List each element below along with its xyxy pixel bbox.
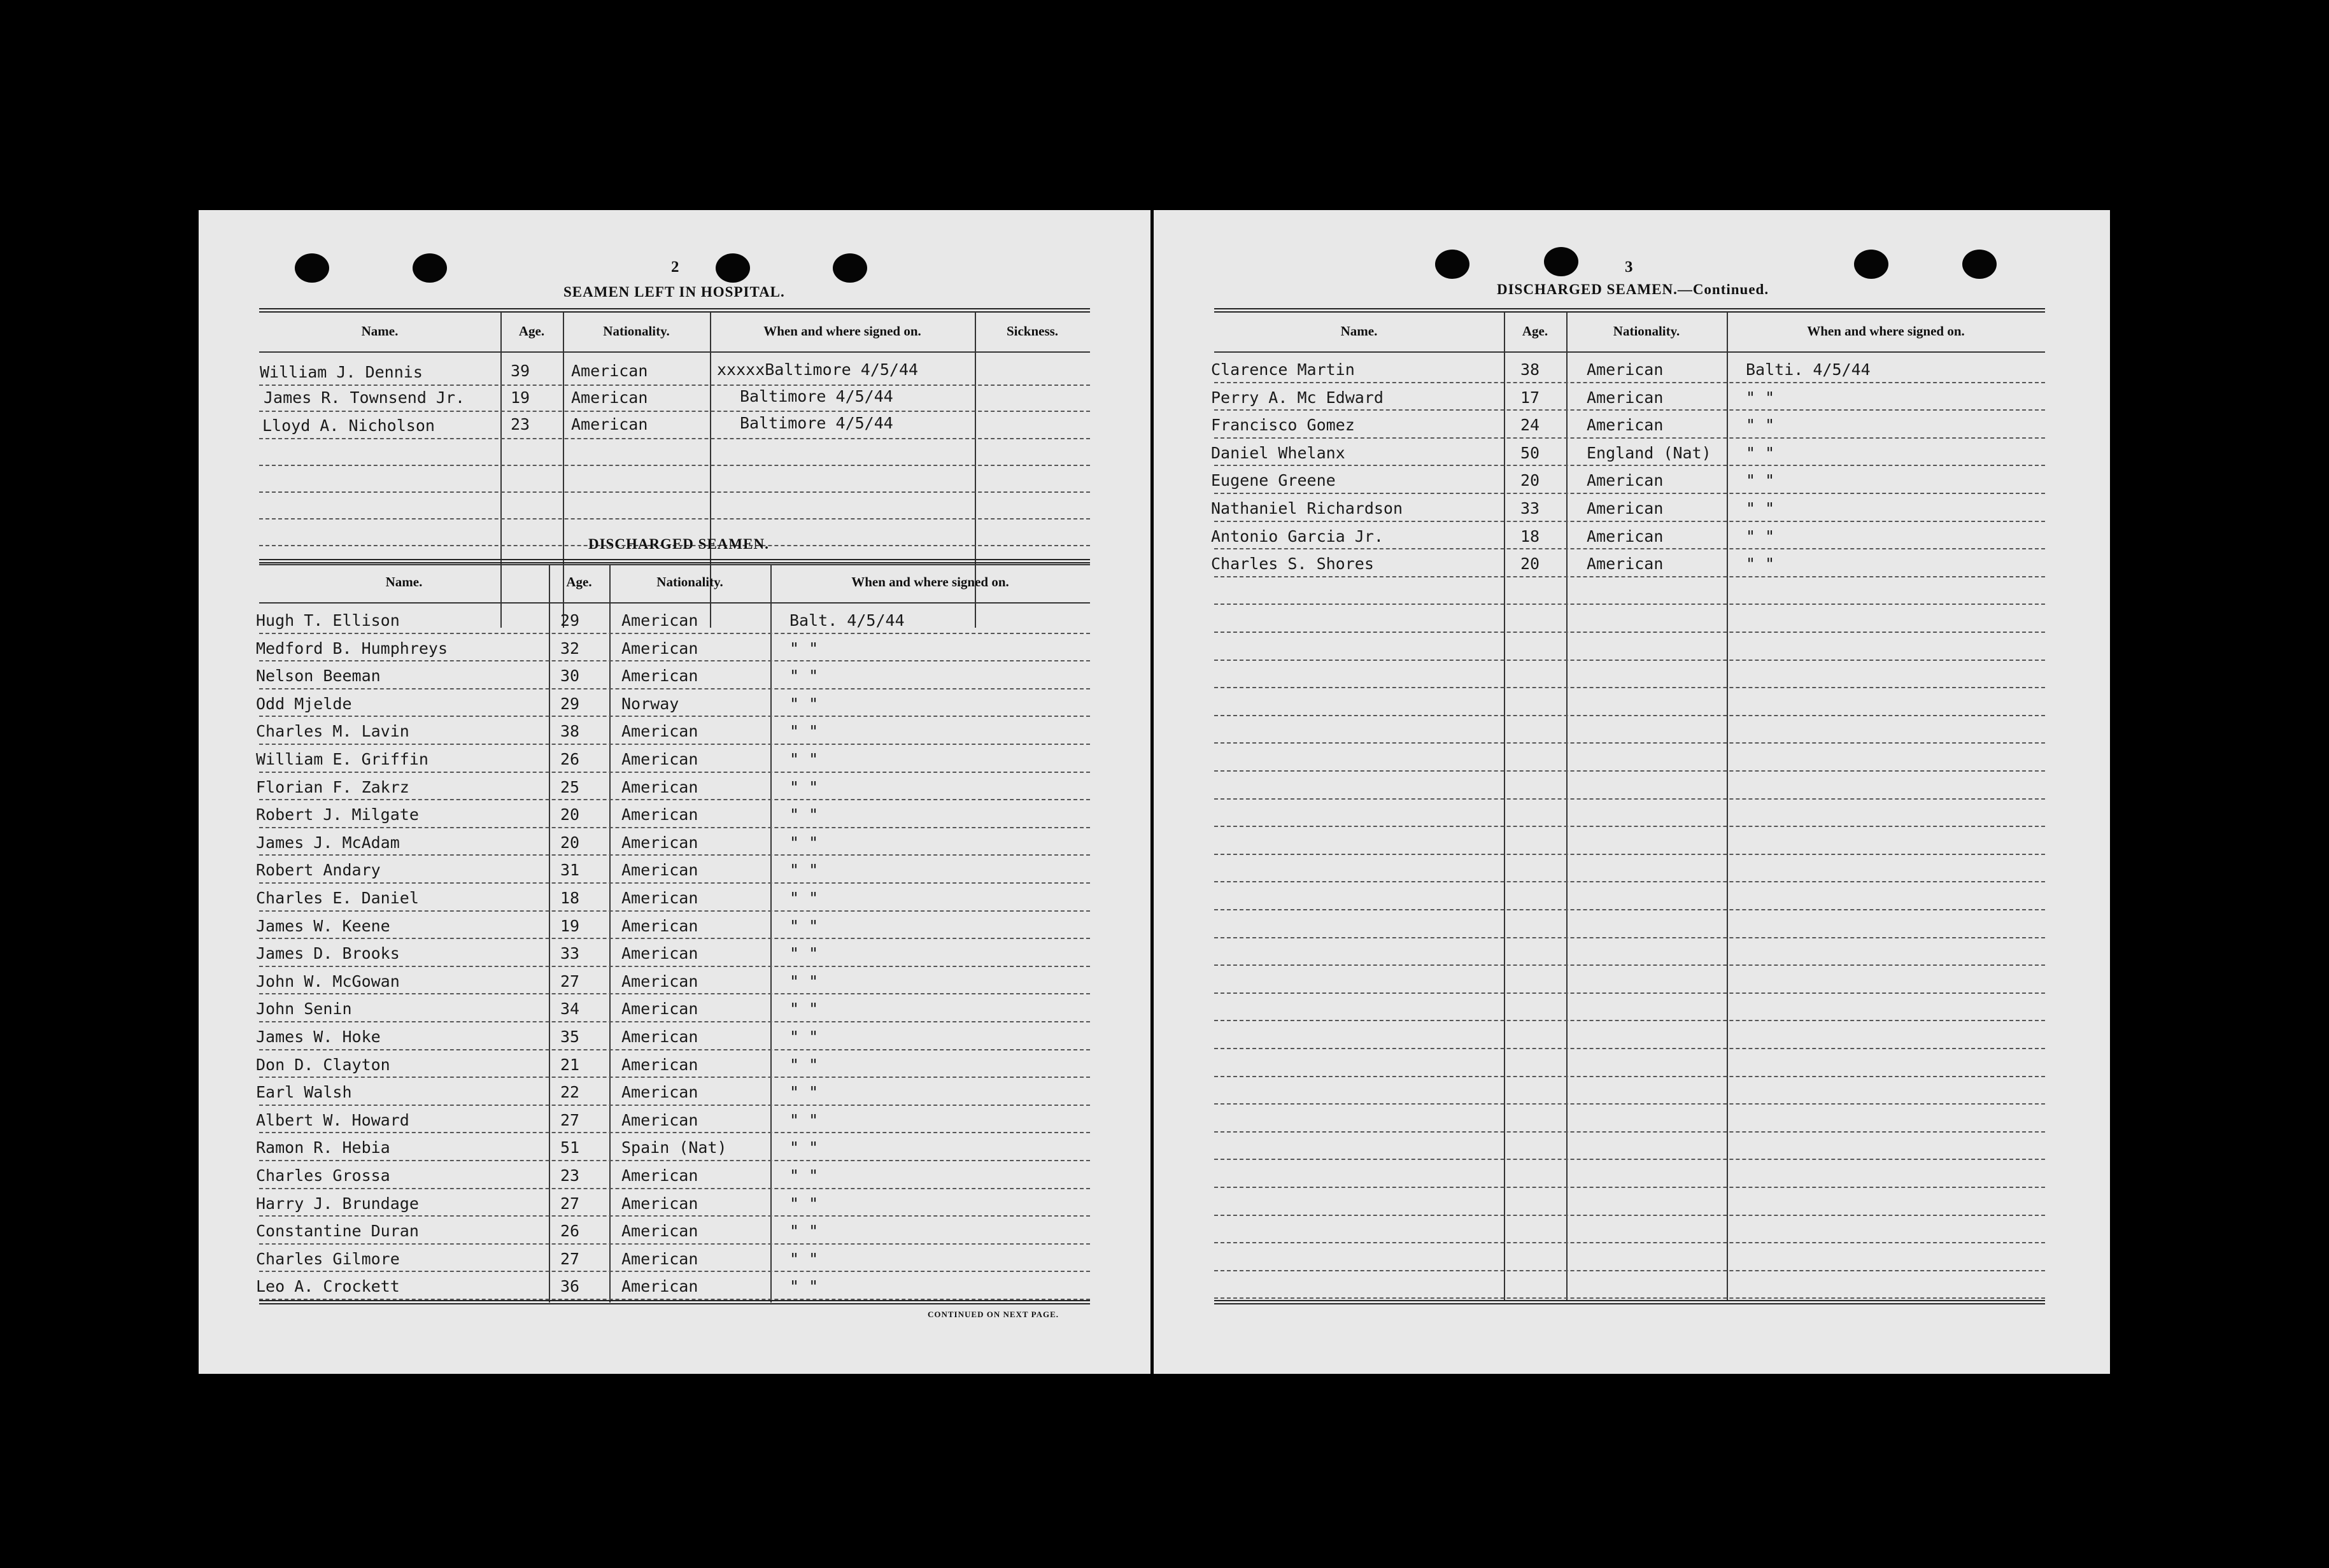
row-line — [259, 1021, 1090, 1022]
row-nationality: American — [1587, 499, 1664, 518]
row-nationality: American — [621, 999, 698, 1019]
page-number: 2 — [671, 258, 679, 276]
row-signed-on: " " — [789, 805, 819, 824]
hospital-name: Lloyd A. Nicholson — [262, 416, 435, 435]
hospital-age: 23 — [511, 415, 530, 434]
row-line — [1214, 548, 2045, 549]
row-line — [1214, 660, 2045, 661]
row-name: Harry J. Brundage — [256, 1194, 419, 1213]
punch-hole-2 — [1544, 247, 1578, 276]
row-line — [1214, 881, 2045, 882]
row-nationality: American — [621, 1194, 698, 1213]
row-age: 27 — [560, 971, 580, 991]
row-name: John W. McGowan — [256, 971, 400, 991]
row-name: Charles S. Shores — [1211, 554, 1374, 574]
hospital-header-age: Age. — [518, 323, 545, 339]
row-signed-on: " " — [1746, 499, 1775, 518]
row-age: 36 — [560, 1277, 580, 1296]
row-age: 31 — [560, 861, 580, 880]
continued-header-nationality: Nationality. — [1613, 323, 1680, 339]
row-nationality: American — [621, 833, 698, 852]
row-line — [1214, 687, 2045, 688]
row-nationality: American — [621, 639, 698, 658]
row-line — [1214, 1103, 2045, 1105]
hospital-signed-on: xxxxxBaltimore 4/5/44 — [717, 360, 919, 379]
row-nationality: American — [621, 1249, 698, 1268]
row-name: Robert Andary — [256, 861, 381, 880]
discharged-col-divider — [770, 564, 772, 1303]
punch-hole-3 — [716, 253, 750, 283]
hospital-name: James R. Townsend Jr. — [264, 388, 465, 407]
row-name: Don D. Clayton — [256, 1055, 390, 1074]
row-nationality: Norway — [621, 694, 679, 713]
hospital-top-rule — [259, 308, 1090, 313]
row-age: 29 — [560, 694, 580, 713]
discharged-col-divider — [609, 564, 611, 1303]
continued-header-signed-on: When and where signed on. — [1807, 323, 1965, 339]
row-signed-on: " " — [789, 1166, 819, 1185]
row-line — [259, 1077, 1090, 1078]
row-line — [1214, 909, 2045, 910]
row-name: Nathaniel Richardson — [1211, 499, 1403, 518]
row-nationality: American — [621, 861, 698, 880]
continued-top-rule — [1214, 308, 2045, 313]
row-name: Hugh T. Ellison — [256, 611, 400, 630]
row-signed-on: " " — [789, 694, 819, 713]
row-name: Robert J. Milgate — [256, 805, 419, 824]
row-name: Ramon R. Hebia — [256, 1138, 390, 1157]
row-line — [259, 1160, 1090, 1161]
row-name: Florian F. Zakrz — [256, 777, 409, 796]
discharged-col-divider — [549, 564, 550, 1303]
discharged-section-title: DISCHARGED SEAMEN. — [588, 536, 769, 552]
row-signed-on: " " — [789, 667, 819, 686]
row-line — [259, 938, 1090, 939]
row-nationality: American — [621, 805, 698, 824]
row-line — [1214, 576, 2045, 577]
hospital-nationality: American — [571, 388, 648, 407]
row-nationality: American — [621, 667, 698, 686]
row-age: 20 — [1520, 471, 1540, 490]
row-nationality: American — [621, 971, 698, 991]
row-nationality: England (Nat) — [1587, 443, 1711, 462]
row-name: John Senin — [256, 999, 352, 1019]
row-nationality: American — [1587, 416, 1664, 435]
row-signed-on: " " — [1746, 471, 1775, 490]
row-nationality: American — [1587, 554, 1664, 574]
row-line — [259, 966, 1090, 967]
row-line — [1214, 798, 2045, 800]
row-line — [1214, 1297, 2045, 1299]
hospital-name: William J. Dennis — [260, 363, 423, 381]
discharged-header-rule — [259, 602, 1090, 604]
row-line — [259, 1271, 1090, 1272]
row-name: James D. Brooks — [256, 944, 400, 963]
row-age: 20 — [1520, 554, 1540, 574]
continued-footer: CONTINUED ON NEXT PAGE. — [928, 1310, 1059, 1319]
continued-col-divider — [1566, 312, 1568, 1300]
row-nationality: American — [621, 1277, 698, 1296]
continued-col-divider — [1504, 312, 1505, 1300]
row-line — [259, 827, 1090, 828]
row-line — [1214, 854, 2045, 855]
discharged-top-rule — [259, 559, 1090, 563]
row-signed-on: " " — [1746, 526, 1775, 546]
row-name: James J. McAdam — [256, 833, 400, 852]
row-nationality: American — [1587, 471, 1664, 490]
row-age: 38 — [560, 722, 580, 741]
row-name: William E. Griffin — [256, 750, 428, 768]
row-signed-on: Balt. 4/5/44 — [789, 611, 905, 630]
row-signed-on: " " — [789, 999, 819, 1019]
row-signed-on: " " — [789, 1083, 819, 1102]
row-name: Constantine Duran — [256, 1222, 419, 1241]
row-signed-on: " " — [789, 861, 819, 880]
hospital-header-rule — [259, 351, 1090, 353]
row-age: 20 — [560, 833, 580, 852]
row-name: Charles M. Lavin — [256, 722, 409, 741]
row-line — [259, 411, 1090, 412]
row-age: 18 — [1520, 526, 1540, 546]
row-name: Daniel Whelanx — [1211, 443, 1345, 462]
row-age: 26 — [560, 1222, 580, 1241]
row-name: Clarence Martin — [1211, 360, 1355, 379]
row-age: 24 — [1520, 416, 1540, 435]
row-line — [1214, 1020, 2045, 1021]
row-age: 17 — [1520, 388, 1540, 407]
row-age: 27 — [560, 1194, 580, 1213]
continued-header-name: Name. — [1340, 323, 1378, 339]
row-line — [259, 491, 1090, 493]
row-line — [1214, 715, 2045, 716]
row-line — [259, 744, 1090, 745]
hospital-signed-on: Baltimore 4/5/44 — [740, 387, 893, 406]
row-age: 25 — [560, 777, 580, 796]
row-name: Charles Gilmore — [256, 1249, 400, 1268]
row-name: Francisco Gomez — [1211, 416, 1355, 435]
punch-hole-3 — [1854, 250, 1888, 279]
row-nationality: American — [621, 1083, 698, 1102]
row-line — [1214, 1270, 2045, 1271]
row-name: Charles Grossa — [256, 1166, 390, 1185]
hospital-bottom-rule — [259, 564, 1090, 565]
row-line — [259, 1132, 1090, 1133]
row-signed-on: " " — [789, 750, 819, 768]
row-age: 26 — [560, 750, 580, 768]
left-page — [199, 210, 1150, 1374]
row-age: 22 — [560, 1083, 580, 1102]
punch-hole-1 — [295, 253, 329, 283]
row-age: 34 — [560, 999, 580, 1019]
page-number: 3 — [1625, 258, 1633, 276]
row-line — [259, 1243, 1090, 1245]
row-age: 19 — [560, 916, 580, 935]
row-name: Perry A. Mc Edward — [1211, 388, 1384, 407]
row-name: Medford B. Humphreys — [256, 639, 448, 658]
punch-hole-2 — [413, 253, 447, 283]
row-name: Antonio Garcia Jr. — [1211, 526, 1384, 546]
continued-header-rule — [1214, 351, 2045, 353]
row-line — [1214, 964, 2045, 966]
row-nationality: American — [621, 944, 698, 963]
row-nationality: American — [621, 1110, 698, 1129]
row-nationality: American — [621, 1055, 698, 1074]
row-line — [1214, 826, 2045, 827]
hospital-header-nationality: Nationality. — [603, 323, 670, 339]
row-line — [1214, 1076, 2045, 1077]
row-nationality: American — [621, 916, 698, 935]
hospital-nationality: American — [571, 362, 648, 380]
row-line — [259, 716, 1090, 717]
continued-header-age: Age. — [1522, 323, 1548, 339]
row-line — [259, 910, 1090, 912]
row-line — [259, 1049, 1090, 1050]
row-age: 23 — [560, 1166, 580, 1185]
row-signed-on: " " — [789, 722, 819, 741]
row-line — [1214, 382, 2045, 383]
row-line — [259, 385, 1090, 386]
row-line — [1214, 409, 2045, 411]
row-line — [1214, 992, 2045, 994]
row-nationality: American — [621, 750, 698, 768]
row-line — [1214, 465, 2045, 466]
row-age: 30 — [560, 667, 580, 686]
hospital-header-signed-on: When and where signed on. — [763, 323, 921, 339]
row-line — [1214, 493, 2045, 494]
hospital-age: 39 — [511, 362, 530, 380]
continued-bottom-rule — [1214, 1300, 2045, 1304]
punch-hole-4 — [833, 253, 867, 283]
row-line — [1214, 1131, 2045, 1133]
row-age: 29 — [560, 611, 580, 630]
row-nationality: American — [621, 889, 698, 907]
row-age: 35 — [560, 1028, 580, 1046]
row-line — [1214, 1242, 2045, 1243]
row-name: Earl Walsh — [256, 1083, 352, 1102]
discharged-header-nationality: Nationality. — [656, 574, 723, 590]
punch-hole-4 — [1962, 250, 1997, 279]
row-signed-on: " " — [789, 1110, 819, 1129]
row-nationality: American — [621, 722, 698, 741]
row-signed-on: " " — [789, 1222, 819, 1241]
row-name: Albert W. Howard — [256, 1110, 409, 1129]
row-signed-on: " " — [789, 1055, 819, 1074]
hospital-section-title: SEAMEN LEFT IN HOSPITAL. — [563, 284, 785, 300]
row-signed-on: " " — [1746, 554, 1775, 574]
row-signed-on: " " — [1746, 388, 1775, 407]
hospital-header-sickness: Sickness. — [1006, 323, 1059, 339]
row-signed-on: " " — [789, 1277, 819, 1296]
row-name: Odd Mjelde — [256, 694, 352, 713]
row-line — [1214, 937, 2045, 938]
row-line — [259, 1105, 1090, 1106]
row-age: 18 — [560, 889, 580, 907]
row-line — [259, 633, 1090, 634]
row-age: 50 — [1520, 443, 1540, 462]
hospital-nationality: American — [571, 415, 648, 434]
discharged-header-name: Name. — [385, 574, 423, 590]
row-name: James W. Hoke — [256, 1028, 381, 1046]
row-age: 21 — [560, 1055, 580, 1074]
row-nationality: American — [621, 611, 698, 630]
row-line — [1214, 632, 2045, 633]
row-age: 33 — [560, 944, 580, 963]
row-name: Nelson Beeman — [256, 667, 381, 686]
row-line — [259, 854, 1090, 856]
discharged-header-age: Age. — [566, 574, 592, 590]
row-name: Eugene Greene — [1211, 471, 1336, 490]
discharged-continued-title: DISCHARGED SEAMEN.—Continued. — [1497, 281, 1769, 297]
row-nationality: American — [621, 1166, 698, 1185]
row-line — [1214, 521, 2045, 522]
row-name: Charles E. Daniel — [256, 889, 419, 907]
continued-col-divider — [1727, 312, 1728, 1300]
row-line — [259, 799, 1090, 800]
row-line — [259, 1188, 1090, 1189]
hospital-header-name: Name. — [361, 323, 399, 339]
hospital-signed-on: Baltimore 4/5/44 — [740, 414, 893, 432]
row-line — [1214, 742, 2045, 744]
row-line — [1214, 1215, 2045, 1216]
row-age: 38 — [1520, 360, 1540, 379]
row-line — [1214, 1159, 2045, 1160]
row-line — [259, 465, 1090, 466]
row-line — [1214, 1048, 2045, 1049]
row-age: 32 — [560, 639, 580, 658]
row-line — [259, 518, 1090, 519]
row-signed-on: " " — [789, 1249, 819, 1268]
row-name: James W. Keene — [256, 916, 390, 935]
row-line — [259, 660, 1090, 661]
discharged-header-signed-on: When and where signed on. — [851, 574, 1009, 590]
punch-hole-1 — [1435, 250, 1469, 279]
row-signed-on: " " — [789, 944, 819, 963]
row-signed-on: Balti. 4/5/44 — [1746, 360, 1871, 379]
row-signed-on: " " — [1746, 443, 1775, 462]
row-line — [259, 438, 1090, 439]
row-age: 33 — [1520, 499, 1540, 518]
row-nationality: Spain (Nat) — [621, 1138, 727, 1157]
row-nationality: American — [621, 1028, 698, 1046]
row-nationality: American — [1587, 388, 1664, 407]
row-signed-on: " " — [789, 971, 819, 991]
row-age: 27 — [560, 1249, 580, 1268]
row-line — [1214, 770, 2045, 772]
row-signed-on: " " — [789, 1028, 819, 1046]
hospital-age: 19 — [511, 388, 530, 407]
row-line — [1214, 437, 2045, 439]
right-page — [1154, 210, 2110, 1374]
row-signed-on: " " — [789, 833, 819, 852]
discharged-bottom-rule — [259, 1300, 1090, 1304]
row-line — [259, 993, 1090, 994]
row-line — [259, 882, 1090, 884]
row-signed-on: " " — [1746, 416, 1775, 435]
row-signed-on: " " — [789, 777, 819, 796]
row-line — [259, 688, 1090, 689]
row-nationality: American — [621, 1222, 698, 1241]
row-age: 20 — [560, 805, 580, 824]
row-signed-on: " " — [789, 889, 819, 907]
row-line — [259, 1215, 1090, 1217]
row-line — [1214, 1187, 2045, 1188]
row-signed-on: " " — [789, 1138, 819, 1157]
row-nationality: American — [621, 777, 698, 796]
row-nationality: American — [1587, 526, 1664, 546]
row-signed-on: " " — [789, 1194, 819, 1213]
row-age: 51 — [560, 1138, 580, 1157]
row-signed-on: " " — [789, 916, 819, 935]
row-name: Leo A. Crockett — [256, 1277, 400, 1296]
row-signed-on: " " — [789, 639, 819, 658]
row-line — [259, 772, 1090, 773]
row-nationality: American — [1587, 360, 1664, 379]
row-age: 27 — [560, 1110, 580, 1129]
row-line — [1214, 604, 2045, 605]
